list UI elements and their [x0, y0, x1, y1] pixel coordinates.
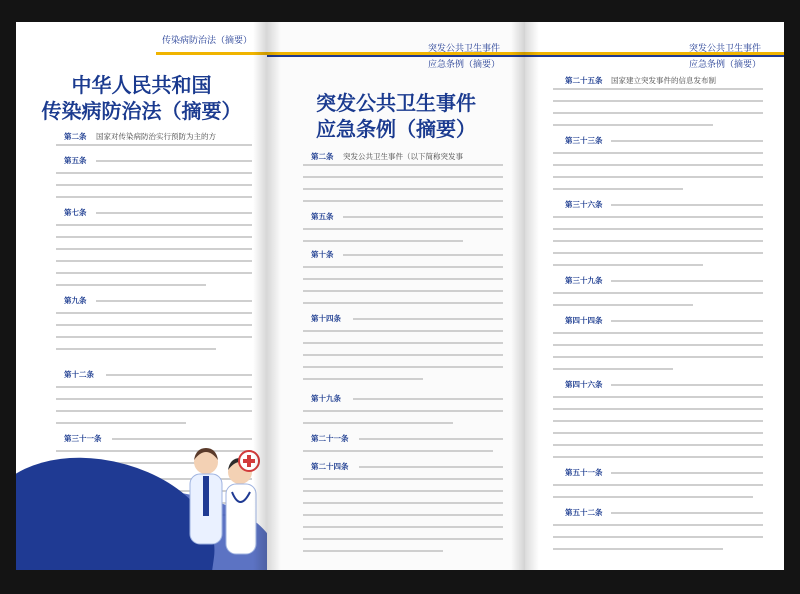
article-snippet: 国家建立突发事件的信息发布制: [611, 76, 716, 85]
article-number: 第三十三条: [565, 136, 603, 145]
body-text-line: [96, 212, 252, 214]
article-number: 第二十五条: [565, 76, 603, 85]
panel-title-line-2: 应急条例（摘要）: [316, 117, 476, 141]
body-text-line: [553, 252, 763, 254]
body-text-line: [353, 318, 503, 320]
body-text-line: [303, 354, 503, 356]
body-text-line: [553, 484, 763, 486]
body-text-line: [56, 272, 252, 274]
body-text-line: [56, 410, 252, 412]
body-text-line: [553, 432, 763, 434]
body-text-line: [553, 536, 763, 538]
body-text-line: [553, 124, 713, 126]
article-number: 第四十六条: [565, 380, 603, 389]
article-snippet: 国家对传染病防治实行预防为主的方: [96, 132, 216, 141]
panel-title-line-1: 中华人民共和国: [71, 73, 212, 97]
body-text-line: [343, 254, 503, 256]
body-text-line: [303, 526, 503, 528]
body-text-line: [56, 422, 186, 424]
panel-tag-line-1: 突发公共卫生事件: [427, 44, 500, 54]
body-text-line: [353, 398, 503, 400]
body-text-line: [611, 320, 763, 322]
body-text-line: [359, 466, 503, 468]
body-text-line: [553, 88, 763, 90]
article-number: 第十二条: [64, 370, 94, 379]
body-text-line: [106, 374, 252, 376]
panel-title-line-1: 突发公共卫生事件: [316, 91, 476, 115]
body-text-line: [611, 140, 763, 142]
article-number: 第十四条: [311, 314, 341, 323]
body-text-line: [553, 264, 703, 266]
body-text-line: [611, 204, 763, 206]
article-number: 第二条: [64, 132, 87, 141]
body-text-line: [553, 420, 763, 422]
body-text-line: [303, 450, 493, 452]
body-text-line: [56, 144, 252, 146]
body-text-line: [56, 224, 252, 226]
body-text-line: [553, 292, 763, 294]
article-number: 第三十九条: [565, 276, 603, 285]
body-text-line: [303, 228, 503, 230]
body-text-line: [303, 478, 503, 480]
article-number: 第五条: [311, 212, 334, 221]
body-text-line: [553, 548, 723, 550]
article-number: 第二十四条: [311, 462, 349, 471]
panel-tag: 传染病防治法（摘要）: [161, 36, 252, 46]
header-accent-bar: [525, 55, 784, 57]
body-text-line: [303, 164, 503, 166]
article-number: 第三十六条: [565, 200, 603, 209]
body-text-line: [56, 196, 252, 198]
body-text-line: [303, 330, 503, 332]
body-text-line: [56, 284, 206, 286]
article-number: 第三十一条: [64, 434, 102, 443]
body-text-line: [359, 438, 503, 440]
body-text-line: [553, 176, 763, 178]
body-text-line: [553, 396, 763, 398]
body-text-line: [303, 550, 443, 552]
body-text-line: [303, 176, 503, 178]
body-text-line: [303, 538, 503, 540]
body-text-line: [611, 512, 763, 514]
body-text-line: [56, 324, 252, 326]
body-text-line: [303, 266, 503, 268]
body-text-line: [553, 100, 763, 102]
body-text-line: [611, 384, 763, 386]
body-text-line: [303, 200, 503, 202]
fold-shadow: [511, 22, 525, 570]
body-text-line: [303, 188, 503, 190]
body-text-line: [553, 228, 763, 230]
body-text-line: [611, 280, 763, 282]
body-text-line: [96, 160, 252, 162]
body-text-line: [303, 278, 503, 280]
panel-tag-line-1: 突发公共卫生事件: [688, 44, 761, 54]
panel-title-line-2: 传染病防治法（摘要）: [41, 99, 242, 123]
body-text-line: [56, 348, 216, 350]
body-text-line: [56, 248, 252, 250]
body-text-line: [56, 336, 252, 338]
fold-shadow: [267, 22, 281, 570]
body-text-line: [553, 524, 763, 526]
article-number: 第五十一条: [565, 468, 603, 477]
body-text-line: [56, 398, 252, 400]
article-number: 第四十四条: [565, 316, 603, 325]
body-text-line: [611, 472, 763, 474]
fold-shadow: [253, 22, 267, 570]
body-text-line: [303, 302, 503, 304]
body-text-line: [553, 408, 763, 410]
body-text-line: [343, 216, 503, 218]
body-text-line: [553, 240, 763, 242]
article-number: 第五条: [64, 156, 87, 165]
body-text-line: [553, 368, 673, 370]
body-text-line: [56, 260, 252, 262]
body-text-line: [303, 502, 503, 504]
body-text-line: [56, 312, 252, 314]
body-text-line: [56, 172, 252, 174]
body-text-line: [112, 438, 252, 440]
body-text-line: [553, 304, 693, 306]
body-text-line: [553, 444, 763, 446]
brochure-panel-3: [525, 22, 784, 570]
body-text-line: [303, 366, 503, 368]
body-text-line: [303, 490, 503, 492]
body-text-line: [303, 410, 503, 412]
header-accent-bar: [156, 52, 267, 55]
body-text-line: [553, 188, 683, 190]
body-text-line: [303, 290, 503, 292]
body-text-line: [553, 112, 763, 114]
body-text-line: [553, 456, 763, 458]
panel-tag-line-2: 应急条例（摘要）: [688, 60, 761, 70]
body-text-line: [56, 386, 252, 388]
body-text-line: [553, 356, 763, 358]
article-number: 第十条: [311, 250, 334, 259]
body-text-line: [303, 422, 453, 424]
article-number: 第五十二条: [565, 508, 603, 517]
body-text-line: [553, 496, 753, 498]
body-text-line: [553, 332, 763, 334]
body-text-line: [56, 184, 252, 186]
body-text-line: [553, 344, 763, 346]
fold-shadow: [525, 22, 539, 570]
body-text-line: [303, 378, 423, 380]
body-text-line: [96, 300, 252, 302]
brochure-panel-1: [16, 22, 267, 570]
body-text-line: [56, 236, 252, 238]
body-text-line: [303, 342, 503, 344]
body-text-line: [553, 152, 763, 154]
body-text-line: [303, 514, 503, 516]
article-number: 第二条: [311, 152, 334, 161]
article-number: 第七条: [64, 208, 87, 217]
header-accent-bar: [267, 55, 525, 57]
article-number: 第二十一条: [311, 434, 349, 443]
article-snippet: 突发公共卫生事件（以下简称突发事: [343, 152, 463, 161]
panel-tag-line-2: 应急条例（摘要）: [427, 60, 500, 70]
article-number: 第九条: [64, 296, 87, 305]
body-text-line: [553, 164, 763, 166]
brochure-panel-2: [267, 22, 525, 570]
article-number: 第十九条: [311, 394, 341, 403]
body-text-line: [303, 240, 463, 242]
body-text-line: [553, 216, 763, 218]
